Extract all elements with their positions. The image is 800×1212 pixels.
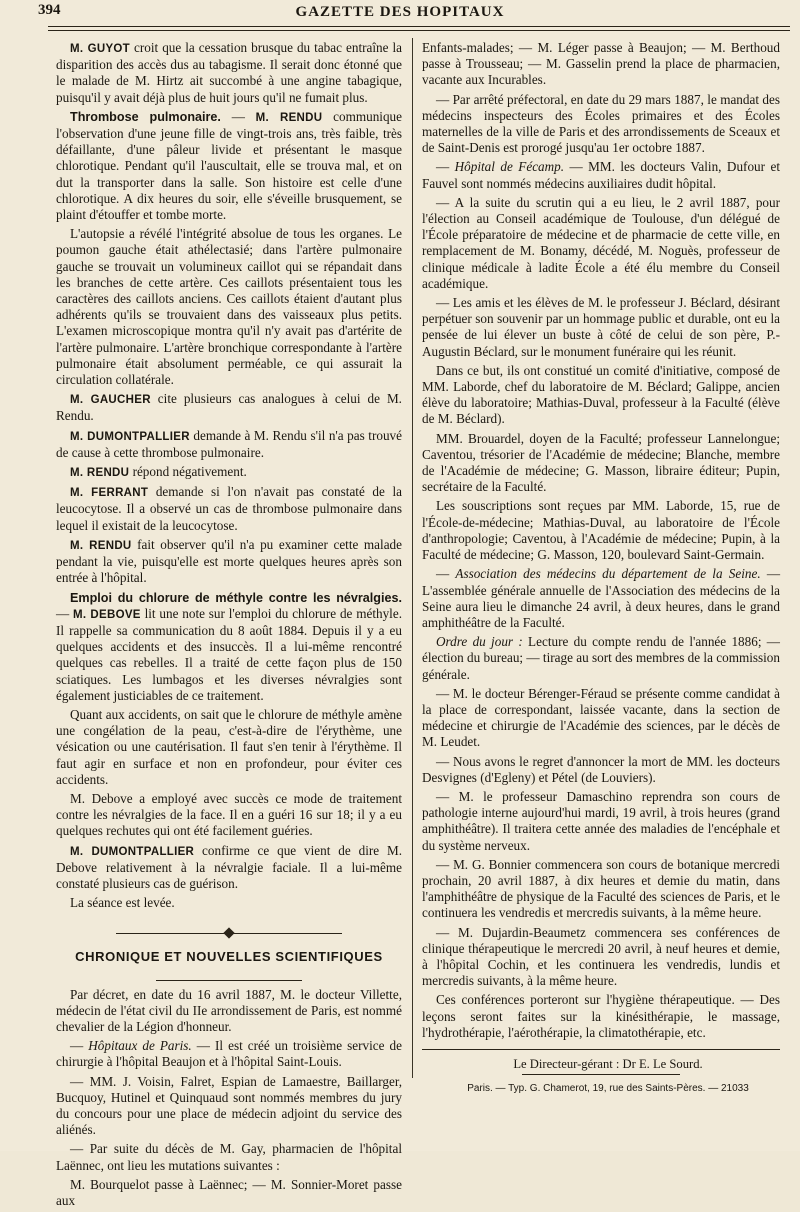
paragraph-bonnier: — M. G. Bonnier commencera son cours de botanique mercredi prochain, 20 avril 1887, à dix heures et demie du matin, dans l'amphithéâtre de physique de la Faculté des sciences de Paris, et le continuera les vendredis et mercredis suivants, à la même heure. bbox=[422, 856, 780, 921]
imprint-rule bbox=[522, 1074, 680, 1075]
paragraph-scrutin: — A la suite du scrutin qui a eu lieu, le 2 avril 1887, pour l'élection au Conseil académique de Toulouse, d'un délégué de l'École préparatoire de médecine et de pharmacie de cette ville, en remplacement de M. Bonamy, décédé, M. Noguès, professeur de clinique médicale à ladite École a été élu membre du Conseil académique. bbox=[422, 194, 780, 291]
speaker-name: M. RENDU bbox=[70, 467, 130, 480]
paragraph-dujardin: — M. Dujardin-Beaumetz commencera ses conférences de clinique thérapeutique le mercredi 20 avril, à neuf heures et demie, à l'hôpital Cochin, et les continuera les vendredis, lundis et mercredis suivants, à la même heure. bbox=[422, 924, 780, 989]
paragraph-beclard: — Les amis et les élèves de M. le professeur J. Béclard, désirant perpétuer son souvenir par un hommage public et durable, ont eu la pensée de lui élever un buste à côté de celui de son père, P.-Augustin Béclard, sur le monument funéraire qui les réunit. bbox=[422, 295, 780, 359]
end-rule bbox=[422, 1049, 780, 1050]
paragraph-accidents: Quant aux accidents, on sait que le chlorure de méthyle amène une congélation de la peau, c'est-à-dire de l'érythème, une vésication ou une cautérisation. Il faut s'en tenir à l'érythème. Il faut agir en surface et non en profondeur, pour éviter ces accidents. bbox=[56, 706, 402, 787]
heading-rule bbox=[156, 980, 302, 981]
right-column bbox=[422, 40, 780, 1097]
section-heading: Emploi du chlorure de méthyle contre les névralgies. bbox=[70, 590, 402, 605]
paragraph-association: — Association des médecins du département de la Seine. — L'assemblée générale annuelle de l'Association des médecins de la Seine aura lieu le dimanche 24 avril, à deux heures, dans le grand amphithéâtre de la Faculté. bbox=[422, 566, 781, 630]
paragraph-dumontpallier: M. DUMONTPALLIER demande à M. Rendu s'il n'a pas trouvé de cause à cette thrombose pulmonaire. bbox=[56, 427, 402, 460]
paragraph-ferrant: M. FERRANT demande si l'on n'avait pas constaté de la leucocytose. Il a observé un cas de thrombose pulmonaire dans lequel il existait de la leucocytose. bbox=[56, 484, 402, 533]
speaker-name: M. GUYOT bbox=[70, 43, 130, 55]
paragraph-seance: La séance est levée. bbox=[70, 895, 175, 911]
printer-imprint: Paris. — Typ. G. Chamerot, 19, rue des Saints-Pères. — 21033 bbox=[467, 1083, 749, 1095]
directeur-gerant: Le Directeur-gérant : Dr E. Le Sourd. bbox=[513, 1056, 703, 1071]
chronique-heading: CHRONIQUE ET NOUVELLES SCIENTIFIQUES bbox=[75, 949, 383, 965]
paragraph-gay: — Par suite du décès de M. Gay, pharmacien de l'hôpital Laënnec, ont lieu les mutations suivantes : bbox=[56, 1141, 402, 1173]
speaker-name: M. DEBOVE bbox=[73, 608, 141, 621]
paragraph-berenger: — M. le docteur Bérenger-Féraud se présente comme candidat à la place de correspondant, laissée vacante, dans la section de médecine et chirurgie de l'Académie des sciences, par le décès de M. Leudet. bbox=[422, 685, 780, 750]
paragraph-debove: M. Debove a employé avec succès ce mode de traitement contre les névralgies de la face. Il en a guéri 16 sur 18; il y a eu quelques rechutes qui ont été facilement guéries. bbox=[56, 790, 402, 839]
paragraph-jury: — MM. J. Voisin, Falret, Espian de Lamaestre, Baillarger, Bucquoy, Hutinel et Quinquaud sont nommés membres du jury du concours pour une place de médecin adjoint du service des aliénés. bbox=[56, 1073, 402, 1138]
speaker-name: M. GAUCHER bbox=[70, 394, 151, 407]
paragraph-guyot: M. GUYOT croit que la cessation brusque du tabac entraîne la disparition des accès dus au tabagisme. Il serait donc étonné que le malade de M. Hirtz ait succombé à une angine tabagique, puisqu'il y avait déjà plus de huit jours qu'il ne fumait plus. bbox=[56, 40, 403, 105]
left-column bbox=[56, 40, 402, 1212]
italic-heading: Hôpitaux de Paris. bbox=[88, 1038, 192, 1054]
paragraph-rendu-reply: M. RENDU répond négativement. bbox=[70, 464, 247, 480]
page-number: 394 bbox=[38, 2, 61, 18]
paragraph-arrete: — Par arrêté préfectoral, en date du 29 mars 1887, le mandat des médecins inspecteurs des Écoles primaires et des Écoles maternelles de la ville de Paris et des arrondissements de Sceaux et de Saint-Denis est prorogé jusqu'au 1er octobre 1887. bbox=[422, 91, 780, 156]
speaker-name: M. DUMONTPALLIER bbox=[70, 845, 195, 858]
paragraph-comite: Dans ce but, ils ont constitué un comité d'initiative, composé de MM. Laborde, chef du laboratoire de M. Béclard; Galippe, ancien élève du laboratoire; Mathias-Duval, professeur à la Faculté (élève de M. Béclard). bbox=[422, 362, 780, 427]
paragraph-hopitaux: — Hôpitaux de Paris. — Il est créé un troisième service de chirurgie à l'hôpital Beaujon et à l'hôpital Saint-Louis. bbox=[56, 1038, 402, 1070]
paragraph-rendu-observe: M. RENDU fait observer qu'il n'a pu examiner cette malade pendant la vie, puisqu'elle est morte quelques heures après son entrée à l'hôpital. bbox=[56, 536, 403, 586]
paragraph-gaucher: M. GAUCHER cite plusieurs cas analogues à celui de M. Rendu. bbox=[56, 391, 402, 424]
paragraph-fecamp: — Hôpital de Fécamp. — MM. les docteurs Valin, Dufour et Fauvel sont nommés médecins auxiliaires dudit hôpital. bbox=[422, 159, 780, 191]
column-divider bbox=[412, 38, 413, 1078]
speaker-name: M. FERRANT bbox=[70, 487, 149, 500]
speaker-name: M. RENDU bbox=[70, 539, 132, 552]
paragraph-ordre: Ordre du jour : Lecture du compte rendu de l'année 1886; — élection du bureau; — tirage au sort des membres de la commission générale. bbox=[422, 634, 780, 682]
speaker-name: M. DUMONTPALLIER bbox=[70, 430, 190, 443]
italic-heading: Hôpital de Fécamp. bbox=[454, 159, 565, 175]
paragraph-brouardel: MM. Brouardel, doyen de la Faculté; professeur Lannelongue; Caventou, trésorier de l'Académie de médecine; Blanche, membre de l'Académie de médecine; G. Masson, libraire éditeur; Pupin, secrétaire de la Faculté. bbox=[422, 430, 780, 495]
paragraph-dumontpallier-confirm: M. DUMONTPALLIER confirme ce que vient de dire M. Debove relativement à la névralgie faciale. Il a lui-même constaté plusieurs cas de guérison. bbox=[56, 842, 403, 891]
section-ornament bbox=[56, 929, 402, 939]
paragraph-souscriptions: Les souscriptions sont reçues par MM. Laborde, 15, rue de l'École-de-médecine; Mathias-Duval, au laboratoire de l'École d'anthropologie; Caventou, à l'Académie de médecine; Pupin, à la Faculté de médecine; G. Masson, 120, boulevard Saint-Germain. bbox=[422, 498, 780, 563]
paragraph-chlorure: Emploi du chlorure de méthyle contre les névralgies. — M. DEBOVE lit une note sur l'emploi du chlorure de méthyle. Il rappelle sa communication du 8 août 1884. Depuis il y a eu quelques accidents et des insuccès. Il a lui-même rencontré quelques cas rebelles. Il a traité de cette façon plus de 150 sciatiques. Les lumbagos et les diverses névralgies sont également justiciables de ce traitement. bbox=[56, 590, 402, 703]
paragraph-decret: Par décret, en date du 16 avril 1887, M. le docteur Villette, médecin de l'état civil du IIe arrondissement de Paris, est nommé chevalier de la Légion d'honneur. bbox=[56, 986, 402, 1034]
section-heading: Thrombose pulmonaire. bbox=[70, 109, 221, 124]
paragraph-enfants: Enfants-malades; — M. Léger passe à Beaujon; — M. Berthoud passe à Trousseau; — M. Gasselin prend la place de pharmacien, vacante aux Incurables. bbox=[422, 40, 780, 88]
paragraph-autopsie: L'autopsie a révélé l'intégrité absolue de tous les organes. Le poumon gauche était athélectasié; dans l'artère pulmonaire gauche se trouvait un volumineux caillot qui se répandait dans les branches de cette artère. Ces caillots présentaient tous les caractères des caillots anciens. Ces caillots étaient d'autant plus adhérents qu'ils se trouvaient dans des vaisseaux plus petits. L'examen microscopique montra qu'il n'y avait pas d'artérite de l'artère pulmonaire. L'artère bronchique correspondante à l'artère pulmonaire était absolument perméable, ce qui assurait la circulation collatérale. bbox=[56, 226, 402, 388]
paragraph-bourquelot: M. Bourquelot passe à Laënnec; — M. Sonnier-Moret passe aux bbox=[56, 1176, 402, 1208]
header-rule bbox=[48, 26, 790, 27]
running-head-title: GAZETTE DES HOPITAUX bbox=[295, 4, 505, 20]
paragraph-thrombose: Thrombose pulmonaire. — M. RENDU communique l'observation d'une jeune fille de vingt-trois ans, très faible, très défaillante, d'une pâleur livide et présentant le masque chlorotique. Pendant qu'il l'auscultait, elle se trouva mal, et on dut la transporter dans la salle. Son histoire est celle d'une chlorotique. A dix heures du soir, elle s'éveille brusquement, se plaint d'étouffer et tombe morte. bbox=[56, 108, 402, 223]
paragraph-conferences: Ces conférences porteront sur l'hygiène thérapeutique. — Des leçons seront faites sur la kinésithérapie, le massage, l'hydrothérapie, l'aérothérapie, la climatothérapie, etc. bbox=[422, 992, 780, 1040]
speaker-name: M. RENDU bbox=[255, 111, 323, 124]
italic-heading: Ordre du jour : bbox=[436, 634, 523, 650]
paragraph-deces: — Nous avons le regret d'annoncer la mort de MM. les docteurs Desvignes (d'Egleny) et Pétel (de Louviers). bbox=[422, 753, 780, 785]
italic-heading: Association des médecins du département de la Seine. bbox=[455, 566, 761, 582]
header-rule-secondary bbox=[48, 30, 790, 31]
paragraph-damaschino: — M. le professeur Damaschino reprendra son cours de pathologie interne aujourd'hui mardi, 19 avril, à trois heures (grand amphithéâtre). Il traitera cette année des maladies de l'encéphale et du système nerveux. bbox=[422, 788, 780, 853]
